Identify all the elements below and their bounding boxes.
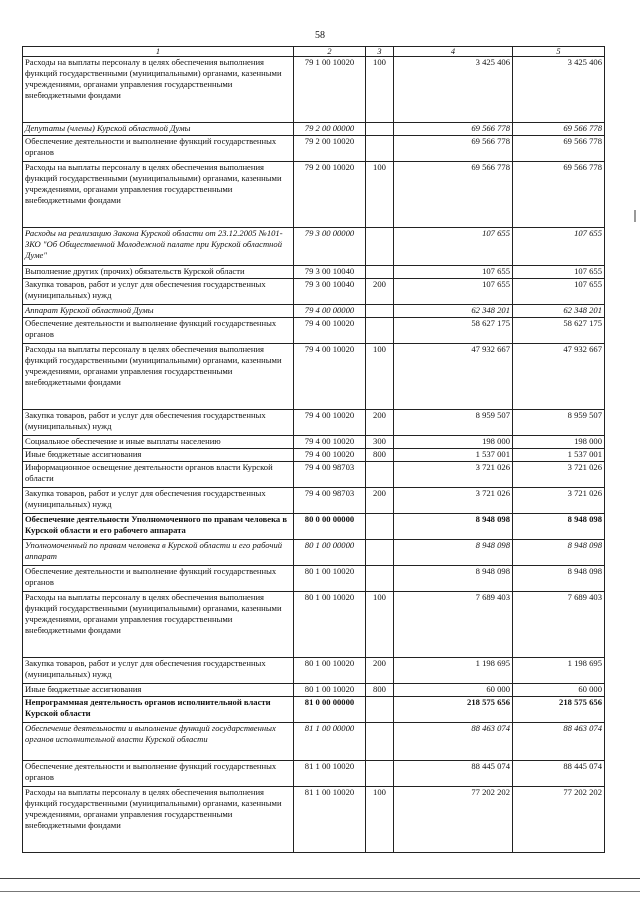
row-code-cell: 79 4 00 10020: [294, 410, 366, 436]
row-vr-cell: [366, 318, 394, 344]
table-row: [23, 305, 605, 318]
table-row: [23, 162, 605, 228]
row-amount-cell: 8 959 507: [513, 410, 605, 436]
budget-table: [22, 46, 605, 853]
table-header-row: [23, 47, 605, 57]
row-amount-cell: 3 721 026: [513, 488, 605, 514]
page-bottom-rule: [0, 878, 640, 879]
row-vr-cell: [366, 266, 394, 279]
row-code-cell: 79 4 00 10020: [294, 344, 366, 410]
row-amount-cell: 47 932 667: [513, 344, 605, 410]
row-vr-cell: [366, 697, 394, 723]
row-amount-cell: 198 000: [513, 436, 605, 449]
row-vr-cell: [366, 123, 394, 136]
row-name-cell: Закупка товаров, работ и услуг для обеспечения государственных (муниципальных) нужд: [23, 488, 294, 514]
row-amount-cell: 1 198 695: [513, 658, 605, 684]
row-name-cell: Обеспечение деятельности и выполнение функций государственных органов: [23, 566, 294, 592]
row-name-cell: Закупка товаров, работ и услуг для обеспечения государственных (муниципальных) нужд: [23, 279, 294, 305]
row-vr-cell: 800: [366, 684, 394, 697]
table-row: [23, 344, 605, 410]
row-amount-cell: 69 566 778: [513, 136, 605, 162]
row-amount-cell: 69 566 778: [394, 136, 513, 162]
row-amount-cell: 69 566 778: [394, 162, 513, 228]
row-name-cell: Информационное освещение деятельности органов власти Курской области: [23, 462, 294, 488]
row-name-cell: Непрограммная деятельность органов исполнительной власти Курской области: [23, 697, 294, 723]
row-amount-cell: 8 959 507: [394, 410, 513, 436]
row-amount-cell: 1 198 695: [394, 658, 513, 684]
row-amount-cell: 58 627 175: [394, 318, 513, 344]
row-vr-cell: 100: [366, 592, 394, 658]
row-code-cell: 81 0 00 00000: [294, 697, 366, 723]
row-code-cell: 80 1 00 10020: [294, 566, 366, 592]
row-amount-cell: 8 948 098: [394, 540, 513, 566]
row-vr-cell: 200: [366, 279, 394, 305]
table-row: [23, 318, 605, 344]
row-vr-cell: 100: [366, 344, 394, 410]
row-name-cell: Иные бюджетные ассигнования: [23, 684, 294, 697]
row-vr-cell: 800: [366, 449, 394, 462]
row-amount-cell: 8 948 098: [513, 566, 605, 592]
table-body: [23, 57, 605, 853]
row-code-cell: 81 1 00 10020: [294, 761, 366, 787]
row-name-cell: Социальное обеспечение и иные выплаты населению: [23, 436, 294, 449]
row-amount-cell: 8 948 098: [513, 540, 605, 566]
row-amount-cell: 1 537 001: [394, 449, 513, 462]
row-amount-cell: 3 721 026: [394, 462, 513, 488]
row-code-cell: 79 4 00 10020: [294, 436, 366, 449]
row-vr-cell: 100: [366, 787, 394, 853]
row-code-cell: 79 3 00 00000: [294, 228, 366, 266]
row-name-cell: Обеспечение деятельности и выполнение функций государственных органов: [23, 136, 294, 162]
row-amount-cell: 88 445 074: [513, 761, 605, 787]
table-row: [23, 540, 605, 566]
row-code-cell: 79 3 00 10040: [294, 266, 366, 279]
row-vr-cell: [366, 136, 394, 162]
row-code-cell: 79 4 00 10020: [294, 449, 366, 462]
row-code-cell: 79 4 00 98703: [294, 462, 366, 488]
table-row: [23, 57, 605, 123]
row-amount-cell: 8 948 098: [394, 514, 513, 540]
row-code-cell: 79 4 00 10020: [294, 318, 366, 344]
row-name-cell: Иные бюджетные ассигнования: [23, 449, 294, 462]
row-vr-cell: [366, 228, 394, 266]
table-row: [23, 449, 605, 462]
row-amount-cell: 77 202 202: [513, 787, 605, 853]
table-row: [23, 514, 605, 540]
row-amount-cell: 107 655: [394, 228, 513, 266]
row-name-cell: Депутаты (члены) Курской областной Думы: [23, 123, 294, 136]
row-amount-cell: 7 689 403: [394, 592, 513, 658]
row-amount-cell: 218 575 656: [513, 697, 605, 723]
row-vr-cell: [366, 566, 394, 592]
row-code-cell: 79 2 00 10020: [294, 136, 366, 162]
table-row: [23, 488, 605, 514]
row-name-cell: Обеспечение деятельности Уполномоченного по правам человека в Курской области и его рабочего аппарата: [23, 514, 294, 540]
row-amount-cell: 107 655: [513, 228, 605, 266]
table-row: [23, 136, 605, 162]
column-header: 2: [294, 47, 366, 57]
row-amount-cell: 69 566 778: [513, 123, 605, 136]
row-amount-cell: 60 000: [513, 684, 605, 697]
row-name-cell: Обеспечение деятельности и выполнение функций государственных органов исполнительной власти Курской области: [23, 723, 294, 761]
row-amount-cell: 88 463 074: [513, 723, 605, 761]
row-name-cell: Обеспечение деятельности и выполнение функций государственных органов: [23, 761, 294, 787]
row-amount-cell: 107 655: [513, 279, 605, 305]
row-code-cell: 79 1 00 10020: [294, 57, 366, 123]
row-name-cell: Расходы на реализацию Закона Курской области от 23.12.2005 №101-ЗКО "Об Общественной Молодежной палате при Курской областной Думе": [23, 228, 294, 266]
row-code-cell: 79 3 00 10040: [294, 279, 366, 305]
row-amount-cell: 1 537 001: [513, 449, 605, 462]
row-name-cell: Закупка товаров, работ и услуг для обеспечения государственных (муниципальных) нужд: [23, 410, 294, 436]
row-vr-cell: [366, 540, 394, 566]
row-amount-cell: 60 000: [394, 684, 513, 697]
row-name-cell: Закупка товаров, работ и услуг для обеспечения государственных (муниципальных) нужд: [23, 658, 294, 684]
row-vr-cell: 100: [366, 57, 394, 123]
row-code-cell: 79 4 00 98703: [294, 488, 366, 514]
table-row: [23, 228, 605, 266]
row-vr-cell: [366, 514, 394, 540]
row-vr-cell: 200: [366, 488, 394, 514]
page-number: 58: [315, 30, 325, 41]
column-header: 3: [366, 47, 394, 57]
row-vr-cell: 300: [366, 436, 394, 449]
row-vr-cell: 100: [366, 162, 394, 228]
row-amount-cell: 77 202 202: [394, 787, 513, 853]
row-name-cell: Уполномоченный по правам человека в Курской области и его рабочий аппарат: [23, 540, 294, 566]
row-amount-cell: 47 932 667: [394, 344, 513, 410]
column-header: 5: [513, 47, 605, 57]
column-header: 1: [23, 47, 294, 57]
table-row: [23, 266, 605, 279]
row-amount-cell: 3 425 406: [513, 57, 605, 123]
row-vr-cell: 200: [366, 658, 394, 684]
row-amount-cell: 62 348 201: [394, 305, 513, 318]
row-code-cell: 79 4 00 00000: [294, 305, 366, 318]
row-name-cell: Расходы на выплаты персоналу в целях обеспечения выполнения функций государственными (муниципальными) органами, казенными учреждениями, органами управления государственными внебюджетными фондами: [23, 344, 294, 410]
table-row: [23, 787, 605, 853]
page-bottom-rule-secondary: [0, 891, 640, 892]
row-vr-cell: [366, 462, 394, 488]
row-name-cell: Расходы на выплаты персоналу в целях обеспечения выполнения функций государственными (муниципальными) органами, казенными учреждениями, органами управления государственными внебюджетными фондами: [23, 787, 294, 853]
row-code-cell: 80 1 00 10020: [294, 658, 366, 684]
table-row: [23, 592, 605, 658]
row-code-cell: 80 1 00 10020: [294, 684, 366, 697]
row-amount-cell: 69 566 778: [513, 162, 605, 228]
row-amount-cell: 198 000: [394, 436, 513, 449]
row-amount-cell: 218 575 656: [394, 697, 513, 723]
row-code-cell: 79 2 00 00000: [294, 123, 366, 136]
row-amount-cell: 8 948 098: [513, 514, 605, 540]
row-name-cell: Расходы на выплаты персоналу в целях обеспечения выполнения функций государственными (муниципальными) органами, казенными учреждениями, органами управления государственными внебюджетными фондами: [23, 592, 294, 658]
row-name-cell: Выполнение других (прочих) обязательств Курской области: [23, 266, 294, 279]
row-code-cell: 80 0 00 00000: [294, 514, 366, 540]
table-row: [23, 123, 605, 136]
table-row: [23, 658, 605, 684]
row-code-cell: 79 2 00 10020: [294, 162, 366, 228]
row-vr-cell: [366, 761, 394, 787]
table-row: [23, 697, 605, 723]
row-code-cell: 80 1 00 00000: [294, 540, 366, 566]
row-amount-cell: 107 655: [513, 266, 605, 279]
row-vr-cell: [366, 723, 394, 761]
row-amount-cell: 58 627 175: [513, 318, 605, 344]
row-amount-cell: 88 463 074: [394, 723, 513, 761]
row-name-cell: Обеспечение деятельности и выполнение функций государственных органов: [23, 318, 294, 344]
row-amount-cell: 3 721 026: [513, 462, 605, 488]
row-code-cell: 81 1 00 10020: [294, 787, 366, 853]
row-amount-cell: 69 566 778: [394, 123, 513, 136]
table-row: [23, 684, 605, 697]
row-amount-cell: 107 655: [394, 266, 513, 279]
row-amount-cell: 7 689 403: [513, 592, 605, 658]
row-vr-cell: 200: [366, 410, 394, 436]
row-vr-cell: [366, 305, 394, 318]
column-header: 4: [394, 47, 513, 57]
row-amount-cell: 88 445 074: [394, 761, 513, 787]
row-amount-cell: 3 425 406: [394, 57, 513, 123]
row-name-cell: Аппарат Курской областной Думы: [23, 305, 294, 318]
table-row: [23, 462, 605, 488]
table-row: [23, 410, 605, 436]
row-code-cell: 81 1 00 00000: [294, 723, 366, 761]
row-amount-cell: 62 348 201: [513, 305, 605, 318]
row-code-cell: 80 1 00 10020: [294, 592, 366, 658]
row-amount-cell: 8 948 098: [394, 566, 513, 592]
table-row: [23, 566, 605, 592]
table-row: [23, 723, 605, 761]
row-amount-cell: 3 721 026: [394, 488, 513, 514]
table-row: [23, 761, 605, 787]
scan-edge-mark: [634, 210, 636, 222]
table-row: [23, 436, 605, 449]
table-row: [23, 279, 605, 305]
row-name-cell: Расходы на выплаты персоналу в целях обеспечения выполнения функций государственными (муниципальными) органами, казенными учреждениями, органами управления государственными внебюджетными фондами: [23, 162, 294, 228]
row-amount-cell: 107 655: [394, 279, 513, 305]
row-name-cell: Расходы на выплаты персоналу в целях обеспечения выполнения функций государственными (муниципальными) органами, казенными учреждениями, органами управления государственными внебюджетными фондами: [23, 57, 294, 123]
